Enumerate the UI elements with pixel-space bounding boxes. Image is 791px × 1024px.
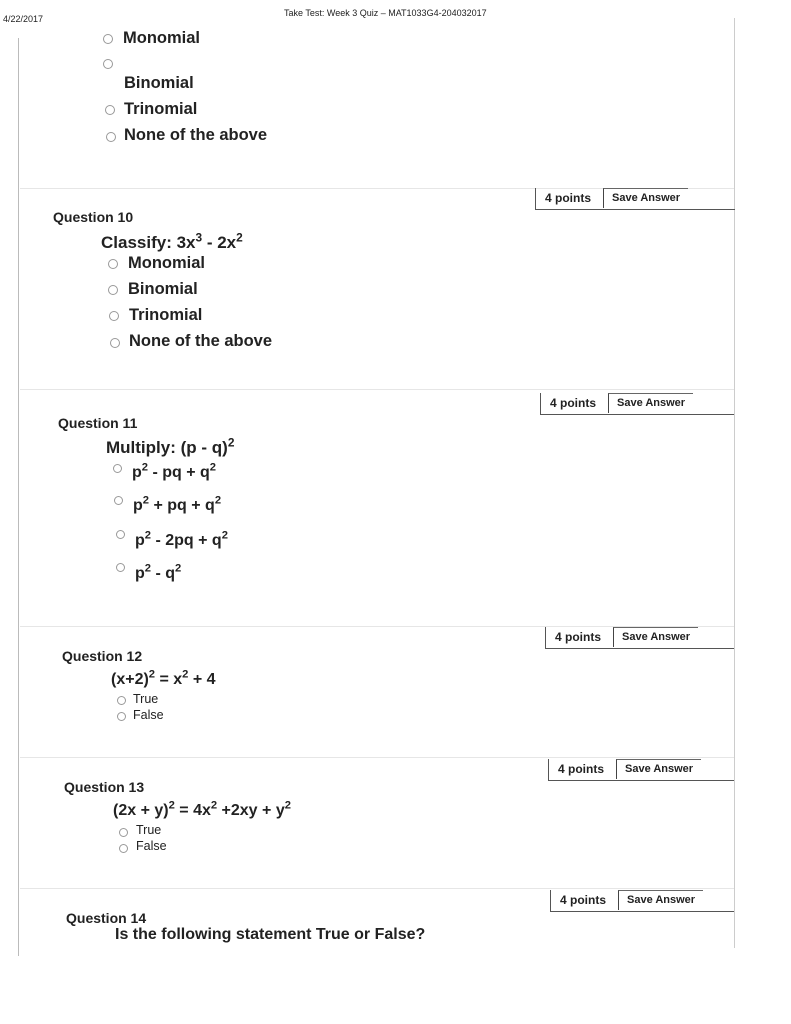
question-prompt: Classify: $3x^3 - 2x^2$ — [101, 230, 243, 252]
question-11-points-box — [540, 393, 700, 415]
question-prompt: $(2x + y)^2 = 4x^2 +2xy + y^2$ — [113, 799, 291, 819]
option-label: $p^2 - q^2$ — [135, 562, 182, 582]
option-label: Monomial — [128, 254, 205, 272]
option-label: False — [136, 839, 167, 853]
radio-q9-monomial[interactable] — [103, 34, 113, 44]
option-label: None of the above — [129, 332, 273, 350]
radio-q13-false[interactable] — [119, 844, 128, 853]
option-label: Trinomial — [129, 306, 203, 324]
points-label: 4 points — [550, 396, 597, 410]
option-label: None of the above — [124, 126, 268, 144]
option-label: True — [133, 692, 159, 706]
save-answer-button[interactable]: Save Answer — [608, 393, 693, 413]
question-title: Question 11 — [58, 415, 138, 431]
radio-q10-binomial[interactable] — [108, 285, 118, 295]
radio-q9-binomial[interactable] — [103, 59, 113, 69]
question-title: Question 14 — [66, 910, 147, 926]
save-answer-button[interactable]: Save Answer — [613, 627, 698, 647]
question-title: Question 12 — [62, 648, 143, 664]
save-answer-button[interactable]: Save Answer — [618, 890, 703, 910]
option-label: $p^2$ - pq + $q^2$ — [132, 461, 217, 481]
question-13-points-box — [548, 759, 708, 781]
radio-q11-b[interactable] — [114, 496, 123, 505]
radio-q10-trinomial[interactable] — [109, 311, 119, 321]
question-prompt: $(x+2)^2 = x^2 + 4$ — [111, 668, 216, 688]
points-label: 4 points — [560, 893, 607, 907]
content-border-left — [18, 38, 19, 956]
option-label: $p^2 - 2pq + q^2$ — [135, 529, 228, 549]
radio-q9-trinomial[interactable] — [105, 105, 115, 115]
save-answer-button[interactable]: Save Answer — [616, 759, 701, 779]
option-label: Trinomial — [124, 100, 198, 118]
radio-q11-d[interactable] — [116, 563, 125, 572]
page-title: Take Test: Week 3 Quiz – MAT1033G4-204032017 — [284, 8, 487, 18]
points-label: 4 points — [545, 191, 592, 205]
radio-q13-true[interactable] — [119, 828, 128, 837]
option-label: $p^2$ + pq + $q^2$ — [133, 494, 222, 514]
question-prompt: Is the following statement True or False? — [115, 926, 426, 943]
option-label: Monomial — [123, 29, 200, 47]
radio-q12-true[interactable] — [117, 696, 126, 705]
radio-q11-c[interactable] — [116, 530, 125, 539]
radio-q12-false[interactable] — [117, 712, 126, 721]
question-14-points-box — [550, 890, 710, 912]
option-label: True — [136, 823, 162, 837]
option-label: False — [133, 708, 164, 722]
points-label: 4 points — [555, 630, 602, 644]
question-title: Question 13 — [64, 779, 145, 795]
content-border-right — [734, 18, 735, 948]
question-divider — [20, 757, 734, 758]
radio-q10-monomial[interactable] — [108, 259, 118, 269]
question-divider — [20, 389, 734, 390]
question-divider — [20, 888, 734, 889]
radio-q10-none[interactable] — [110, 338, 120, 348]
option-label: Binomial — [124, 74, 194, 92]
radio-q11-a[interactable] — [113, 464, 122, 473]
points-label: 4 points — [558, 762, 605, 776]
question-title: Question 10 — [53, 209, 134, 225]
radio-q9-none[interactable] — [106, 132, 116, 142]
print-date: 4/22/2017 — [3, 14, 44, 24]
save-answer-button[interactable]: Save Answer — [603, 188, 688, 208]
question-12-points-box — [545, 627, 705, 649]
question-10-points-box — [535, 188, 695, 210]
question-prompt: Multiply: (p - q)$^2$ — [106, 435, 235, 457]
option-label: Binomial — [128, 280, 198, 298]
